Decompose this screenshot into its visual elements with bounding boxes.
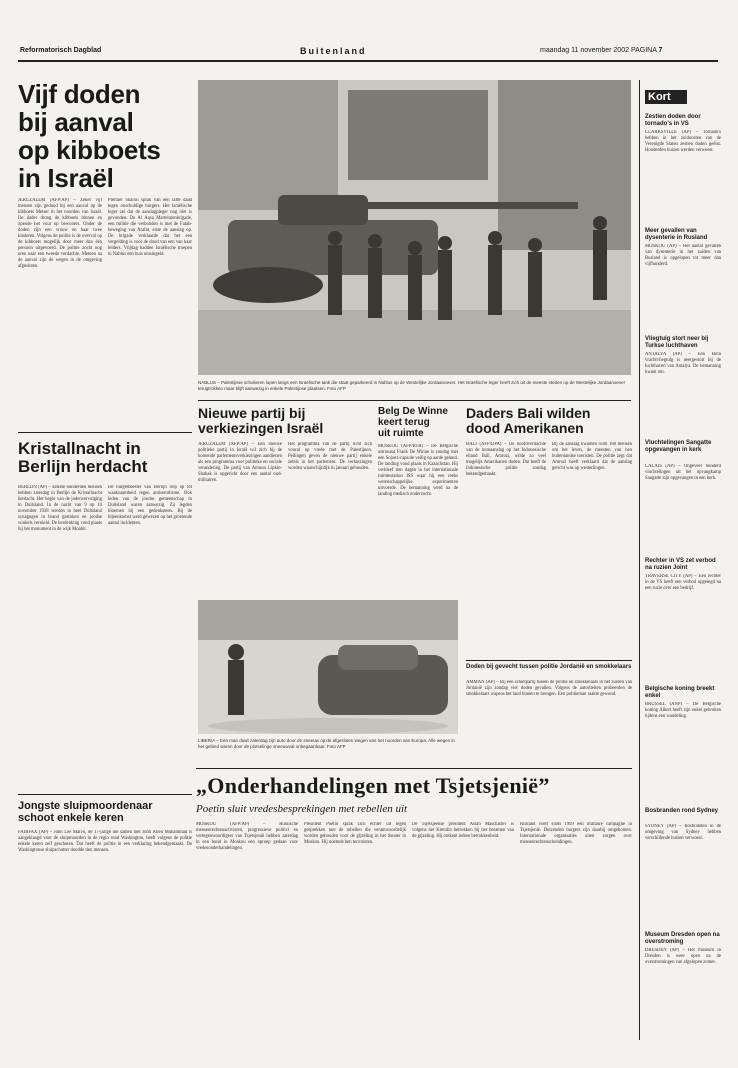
snow-photo-image <box>198 600 458 734</box>
photo-credit: Foto AFP <box>326 743 346 749</box>
page-label: PAGINA <box>630 47 657 54</box>
section-rule <box>196 768 632 769</box>
kristall-headline-line: Kristallnacht in <box>18 439 141 458</box>
bali-col1: BALI (AFP/DPA) – De hoofdverdachte van de bomaanslag op het Indonesische eiland Bali, Amrozi, wilde zo veel mogelijk Amerikanen doden. Dat heeft de Indonesische politie zondag bekendgemaakt. <box>466 442 546 477</box>
belg-body: MOSKOU (AFP/RTR) – De Belgische astronaut Frank De Winne is zondag met een Sojoez-capsule veilig op aarde geland. De landing vond plaats in Kazachstan. Hij verbleef tien dagen in het internationale ruimtestation ISS waar hij een reeks wetenschappelijke experimenten uitvoerde. De bemanning werd na de landing medisch onderzocht. <box>378 444 458 497</box>
kristall-headline-line: Berlijn herdacht <box>18 457 148 476</box>
paper-name: Reformatorisch Dagblad <box>20 47 102 54</box>
kristall-col2: De burgemeester van Berlijn riep op tot waakzaamheid tegen antisemitisme. Ook leden van de joodse gemeenschap in Duitsland waren aanwezig. Zij legden bloemen bij een gedenksteen. Bij de bijeenkomst werd gewezen op het groeiende aantal incidenten. <box>108 485 192 526</box>
tank-photo <box>198 80 631 375</box>
belg-headline-line: keert terug <box>378 417 430 428</box>
kort-item-title: Museum Dresden open na overstroming <box>645 932 720 945</box>
partij-headline-line: verkiezingen Israël <box>198 420 324 436</box>
sidebar-divider <box>639 80 640 1040</box>
belg-headline-line: Belg De Winne <box>378 406 448 417</box>
bali-headline-line: Daders Bali wilden <box>466 405 591 421</box>
kristall-col1: BERLIJN (AP) – Enkele honderden mensen hebben zaterdag in Berlijn de Kristallnacht herdacht. Het begin van de jodenvervolging in Duitsland. In de nacht van 9 op 10 november 1938 werden in heel Duitsland synagogen in brand gestoken en joodse winkels vernield. De herdenking vond plaats bij het monument in de wijk Moabit. <box>18 485 102 532</box>
tsjetsjenie-col1: MOSKOU (AFP/AP) – Russische mensenrechtenactivisten, progressieve politici en vertegenwoordigers van Tsjetsjenië hebben zaterdag in een bond in Moskou een oproep gedaan voor vredesonderhandelingen. <box>196 822 298 851</box>
header-rule <box>18 60 718 62</box>
partij-col1: JERUZALEM (AFP/AP) – Een nieuwe politieke partij in Israël wil zich bij de komende parlementsverkiezingen aandienen als een programma voor politieke en sociale verandering. De partij van Amnon Lipkin-Shahak is opgericht door een aantal oud-militairen. <box>198 442 282 483</box>
jongste-headline <box>18 800 194 824</box>
bali-headline <box>466 406 636 436</box>
section-rule <box>18 794 192 795</box>
tsjetsjenie-col2: President Poetin sprak zich echter uit tegen gesprekken met de rebellen die verantwoordelijk worden gehouden voor de gijzeling in het theater in Moskou. Hij noemde hen terroristen. <box>304 822 406 845</box>
photo-credit: Foto AFP <box>327 385 346 391</box>
kort-item-title: Belgische koning breekt enkel <box>645 686 715 699</box>
main-headline-line: bij aanval <box>18 107 134 137</box>
belg-headline <box>378 406 458 439</box>
kristall-headline <box>18 440 196 476</box>
tsjetsjenie-col4: Rusland voert sinds 1999 een militaire campagne in Tsjetsjenië. Duizenden burgers zijn daarbij omgekomen. Internationale organisaties uiten zorgen over mensenrechtenschendingen. <box>520 822 632 845</box>
banner-subhead: Poetin sluit vredesbesprekingen met rebellen uit <box>196 803 408 815</box>
kort-item-title: Vluchtelingen Sangatte opgevangen in kerk <box>645 440 712 453</box>
kort-item-body: BRUSSEL (ANP) – De Belgische koning Albert heeft zijn enkel gebroken tijdens een wandeling. <box>645 702 721 719</box>
section-rule <box>466 660 632 661</box>
snow-photo-caption <box>198 738 458 749</box>
kort-item-title: Bosbranden rond Sydney <box>645 808 719 814</box>
kort-item-title: Rechter in VS zet verbod na ruzien Joint <box>645 558 716 571</box>
main-headline-line: in Israël <box>18 163 114 193</box>
tank-photo-caption <box>198 380 631 391</box>
section-title: Buitenland <box>300 46 367 56</box>
bali-col2: Bij de aanslag kwamen ruim 180 mensen om het leven, de meesten van hen buitenlandse toeristen. De politie zegt dat Amrozi heeft verklaard dat de aanslag gericht was op westerlingen. <box>552 442 632 471</box>
kort-item-title: Zestien doden door tornado's in VS <box>645 114 701 127</box>
photo-caption-text: LIBERIA – Een man duwt zaterdag zijn auto door de sneeuw op de afgesloten wegen van het noorden van Europa. Alle wegen in het gebied waren door de plotselinge sneeuwval onbegaanbaar. <box>198 738 455 749</box>
jongste-headline-line: Jongste sluipmoordenaar <box>18 800 153 812</box>
main-story-col2: Premier Sharon sprak van een laffe daad tegen onschuldige burgers. Het Israëlische leger zei dat de aanslagpleger nog niet is gevonden. De Al Aqsa Martelarenbrigade, een militie die verbonden is met de Fatah-beweging van Arafat, eiste de aanslag op. De brigade verklaarde dat het een vergelding is voor de dood van een van haar leiders. Vrijdag hadden Israëlische troepen in Nablus een huis omsingeld. <box>108 198 192 257</box>
page-info <box>540 47 662 54</box>
main-story-col1: JERUZALEM (AFP/AP) – Zeker vijf mensen zijn gedood bij een aanval op de kibboets Metser in het noorden van Israël. De dader drong de kibboets binnen en opende het vuur op bewoners. Onder de doden zijn een vrouw en haar twee kinderen. Volgens de politie is de overval op de kibboets mogelijk door meer dan één persoon uitgevoerd. De politie zocht nog uren naar een tweede verdachte. Meteen na de aanval zijn de wegen in de omgeving afgesloten. <box>18 198 102 269</box>
kort-item-title: Vliegtuig stort neer bij Turkse luchthaven <box>645 336 709 349</box>
kort-item-body: CALAIS (AP) – Ongeveer honderd vluchtelingen uit het opvangkamp Sangatte zijn opgevangen in een kerk. <box>645 464 721 481</box>
tsjetsjenie-col3: De Tsjetsjeense president Aslan Maschadov is volgens het Kremlin betrokken bij het beramen van de gijzeling. Hij ontkent iedere betrokkenheid. <box>412 822 514 839</box>
main-headline <box>18 80 198 192</box>
photo-caption-text: NABLUS – Palestijnse scholieren lopen langs een Israëlische tank die staat geparkeerd in Nablus op de Westelijke Jordaanoever. Het Israëlische leger heeft zich uit de meeste steden op de Westelijke Jordaanoever terugtrokken maar blijft aanwezig in enkele Palestijnse plaatsen. <box>198 380 626 391</box>
kort-item-body: ANTALYA (AP) – Een klein vrachtvliegtuig is neergestort bij de luchthaven van Antalya. De bemanning kwam om. <box>645 352 721 375</box>
kort-item-title: Meer gevallen van dysenterie in Rusland <box>645 228 708 241</box>
main-headline-line: Vijf doden <box>18 79 141 109</box>
section-rule <box>198 400 631 401</box>
jordanie-body: AMMAN (AP) – Bij een schietpartij tussen de politie en smokkelaars in het zuiden van Jordanië zijn zondag vier doden gevallen. Volgens de autoriteiten probeerden de smokkelaars wapens het land binnen te brengen. Een politieman raakte gewond. <box>466 680 632 697</box>
kort-item-body: TRAVERSE CITY (AP) – Een rechter in de VS heeft een verbod opgelegd na een ruzie over een bedrijf. <box>645 574 721 591</box>
section-rule <box>18 432 192 433</box>
page-number: 7 <box>658 47 663 54</box>
jongste-headline-line: schoot enkele keren <box>18 812 124 824</box>
page-date: maandag 11 november 2002 <box>540 47 629 54</box>
jordanie-headline: Doden bij gevecht tussen politie Jordanië en smokkelaars <box>466 664 632 670</box>
banner-headline: „Onderhandelingen met Tsjetsjenië” <box>196 773 550 798</box>
belg-headline-line: uit ruimte <box>378 428 424 439</box>
kort-item-body: CLARKSVILLE (AP) – Tornado's hebben in het zuidoosten van de Verenigde Staten zestien doden geëist. Honderden huizen werden verwoest. <box>645 130 721 153</box>
kort-label: Kort <box>648 91 671 103</box>
kort-item-body: DRESDEN (AP) – Het museum in Dresden is weer open na de overstromingen van afgelopen zomer. <box>645 948 721 965</box>
main-headline-line: op kibboets <box>18 135 161 165</box>
tank-photo-image <box>198 80 631 375</box>
partij-headline-line: Nieuwe partij bij <box>198 405 306 421</box>
kort-item-body: SYDNEY (AP) – Bosbranden in de omgeving van Sydney hebben verschillende huizen verwoest. <box>645 824 721 841</box>
snow-photo <box>198 600 458 734</box>
bali-headline-line: dood Amerikanen <box>466 420 584 436</box>
jongste-body: FAIRFAX (AP) – John Lee Malvo, de 17-jarige die samen met John Allen Muhammad is aangeklaagd voor de sluipmoorden in de regio rond Washington, heeft volgens de politie enkele keren zelf geschoten. Dat heeft de politie in een verklaring bekendgemaakt. De Washingtonse sluipschutter doodde tien mensen. <box>18 830 192 853</box>
kort-item-body: MOSKOU (AP) – Het aantal gevallen van dysenterie in het zuiden van Rusland is opgelopen tot meer dan vijfhonderd. <box>645 244 721 267</box>
partij-col2: Het programma van de partij richt zich vooral op vrede met de Palestijnen. Peilingen geven de nieuwe partij enkele zetels in het parlement. De verkiezingen worden waarschijnlijk in januari gehouden. <box>288 442 372 471</box>
